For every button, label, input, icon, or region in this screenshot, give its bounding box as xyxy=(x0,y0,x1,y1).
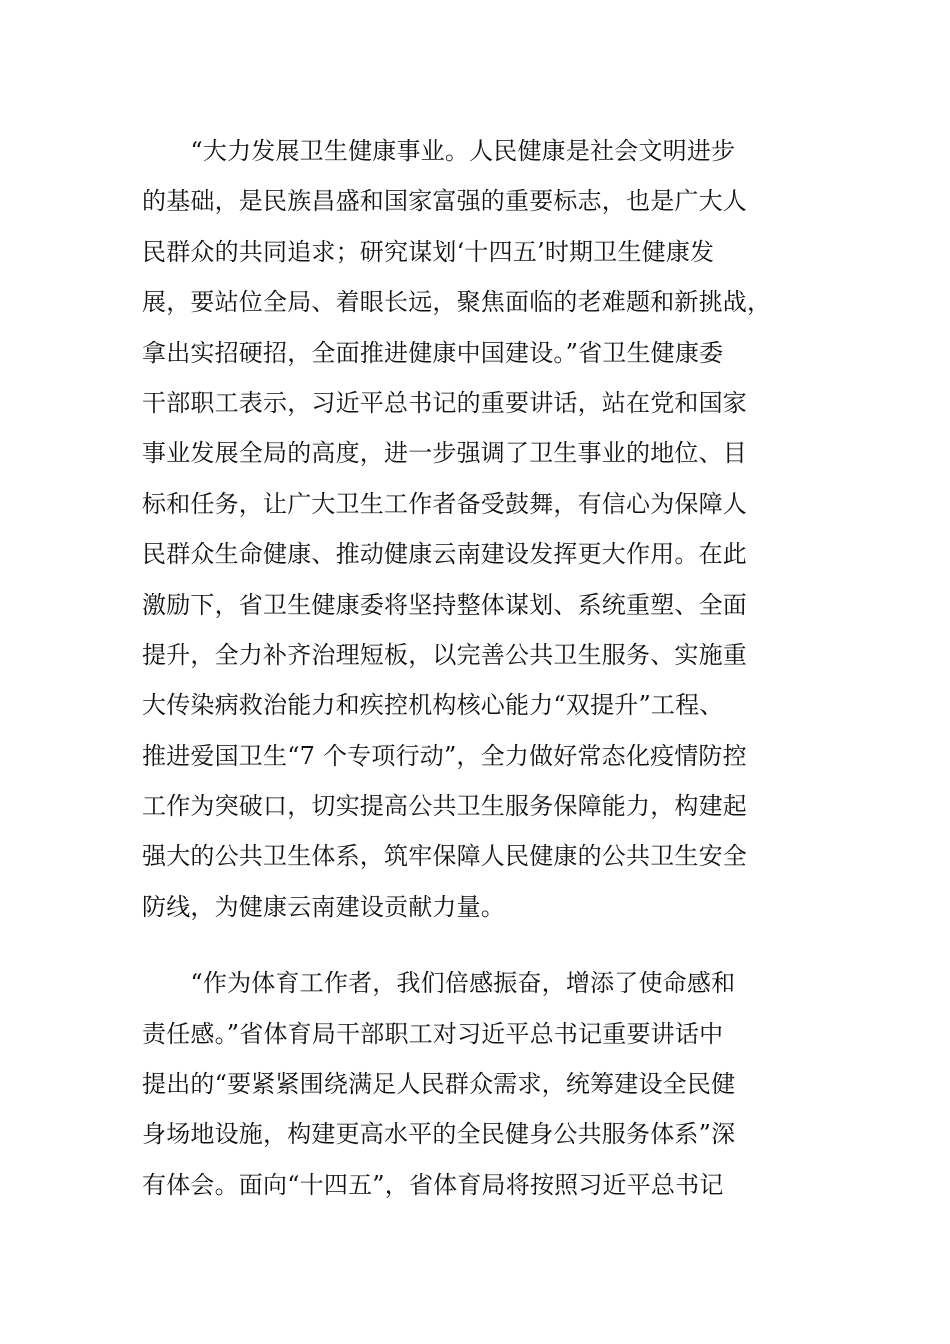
text-line: 事业发展全局的高度，进一步强调了卫生事业的地位、目 xyxy=(142,439,747,468)
text-line: 推进爱国卫生“7 个专项行动”，全力做好常态化疫情防控 xyxy=(142,741,747,770)
text-line: 大传染病救治能力和疾控机构核心能力“双提升”工程、 xyxy=(142,691,724,720)
text-line: 民群众的共同追求；研究谋划‘十四五’时期卫生健康发 xyxy=(142,237,715,266)
text-line: 责任感。”省体育局干部职工对习近平总书记重要讲话中 xyxy=(142,1019,724,1048)
text-line: 提升，全力补齐治理短板，以完善公共卫生服务、实施重 xyxy=(142,640,747,669)
text-line: 强大的公共卫生体系，筑牢保障人民健康的公共卫生安全 xyxy=(142,842,747,871)
text-line: 激励下，省卫生健康委将坚持整体谋划、系统重塑、全面 xyxy=(142,590,747,619)
text-line: 干部职工表示，习近平总书记的重要讲话，站在党和国家 xyxy=(142,388,747,417)
text-line: “作为体育工作者，我们倍感振奋，增添了使命感和 xyxy=(142,969,736,998)
text-line: 展，要站位全局、着眼长远，聚焦面临的老难题和新挑战， xyxy=(142,288,772,317)
text-line: 防线，为健康云南建设贡献力量。 xyxy=(142,892,505,921)
text-line: 民群众生命健康、推动健康云南建设发挥更大作用。在此 xyxy=(142,540,747,569)
text-line: 有体会。面向“十四五”，省体育局将按照习近平总书记 xyxy=(142,1170,724,1199)
document-body xyxy=(142,126,812,1210)
paragraph-sports xyxy=(142,958,812,1210)
paragraph-health xyxy=(142,126,812,932)
text-line: “大力发展卫生健康事业。人民健康是社会文明进步 xyxy=(142,137,736,165)
text-line: 提出的“要紧紧围绕满足人民群众需求，统筹建设全民健 xyxy=(142,1070,736,1099)
text-line: 的基础，是民族昌盛和国家富强的重要标志，也是广大人 xyxy=(142,187,747,216)
text-line: 工作为突破口，切实提高公共卫生服务保障能力，构建起 xyxy=(142,792,747,821)
text-line: 身场地设施，构建更高水平的全民健身公共服务体系”深 xyxy=(142,1120,736,1149)
text-line: 拿出实招硬招，全面推进健康中国建设。”省卫生健康委 xyxy=(142,338,724,367)
text-line: 标和任务，让广大卫生工作者备受鼓舞，有信心为保障人 xyxy=(142,489,747,518)
